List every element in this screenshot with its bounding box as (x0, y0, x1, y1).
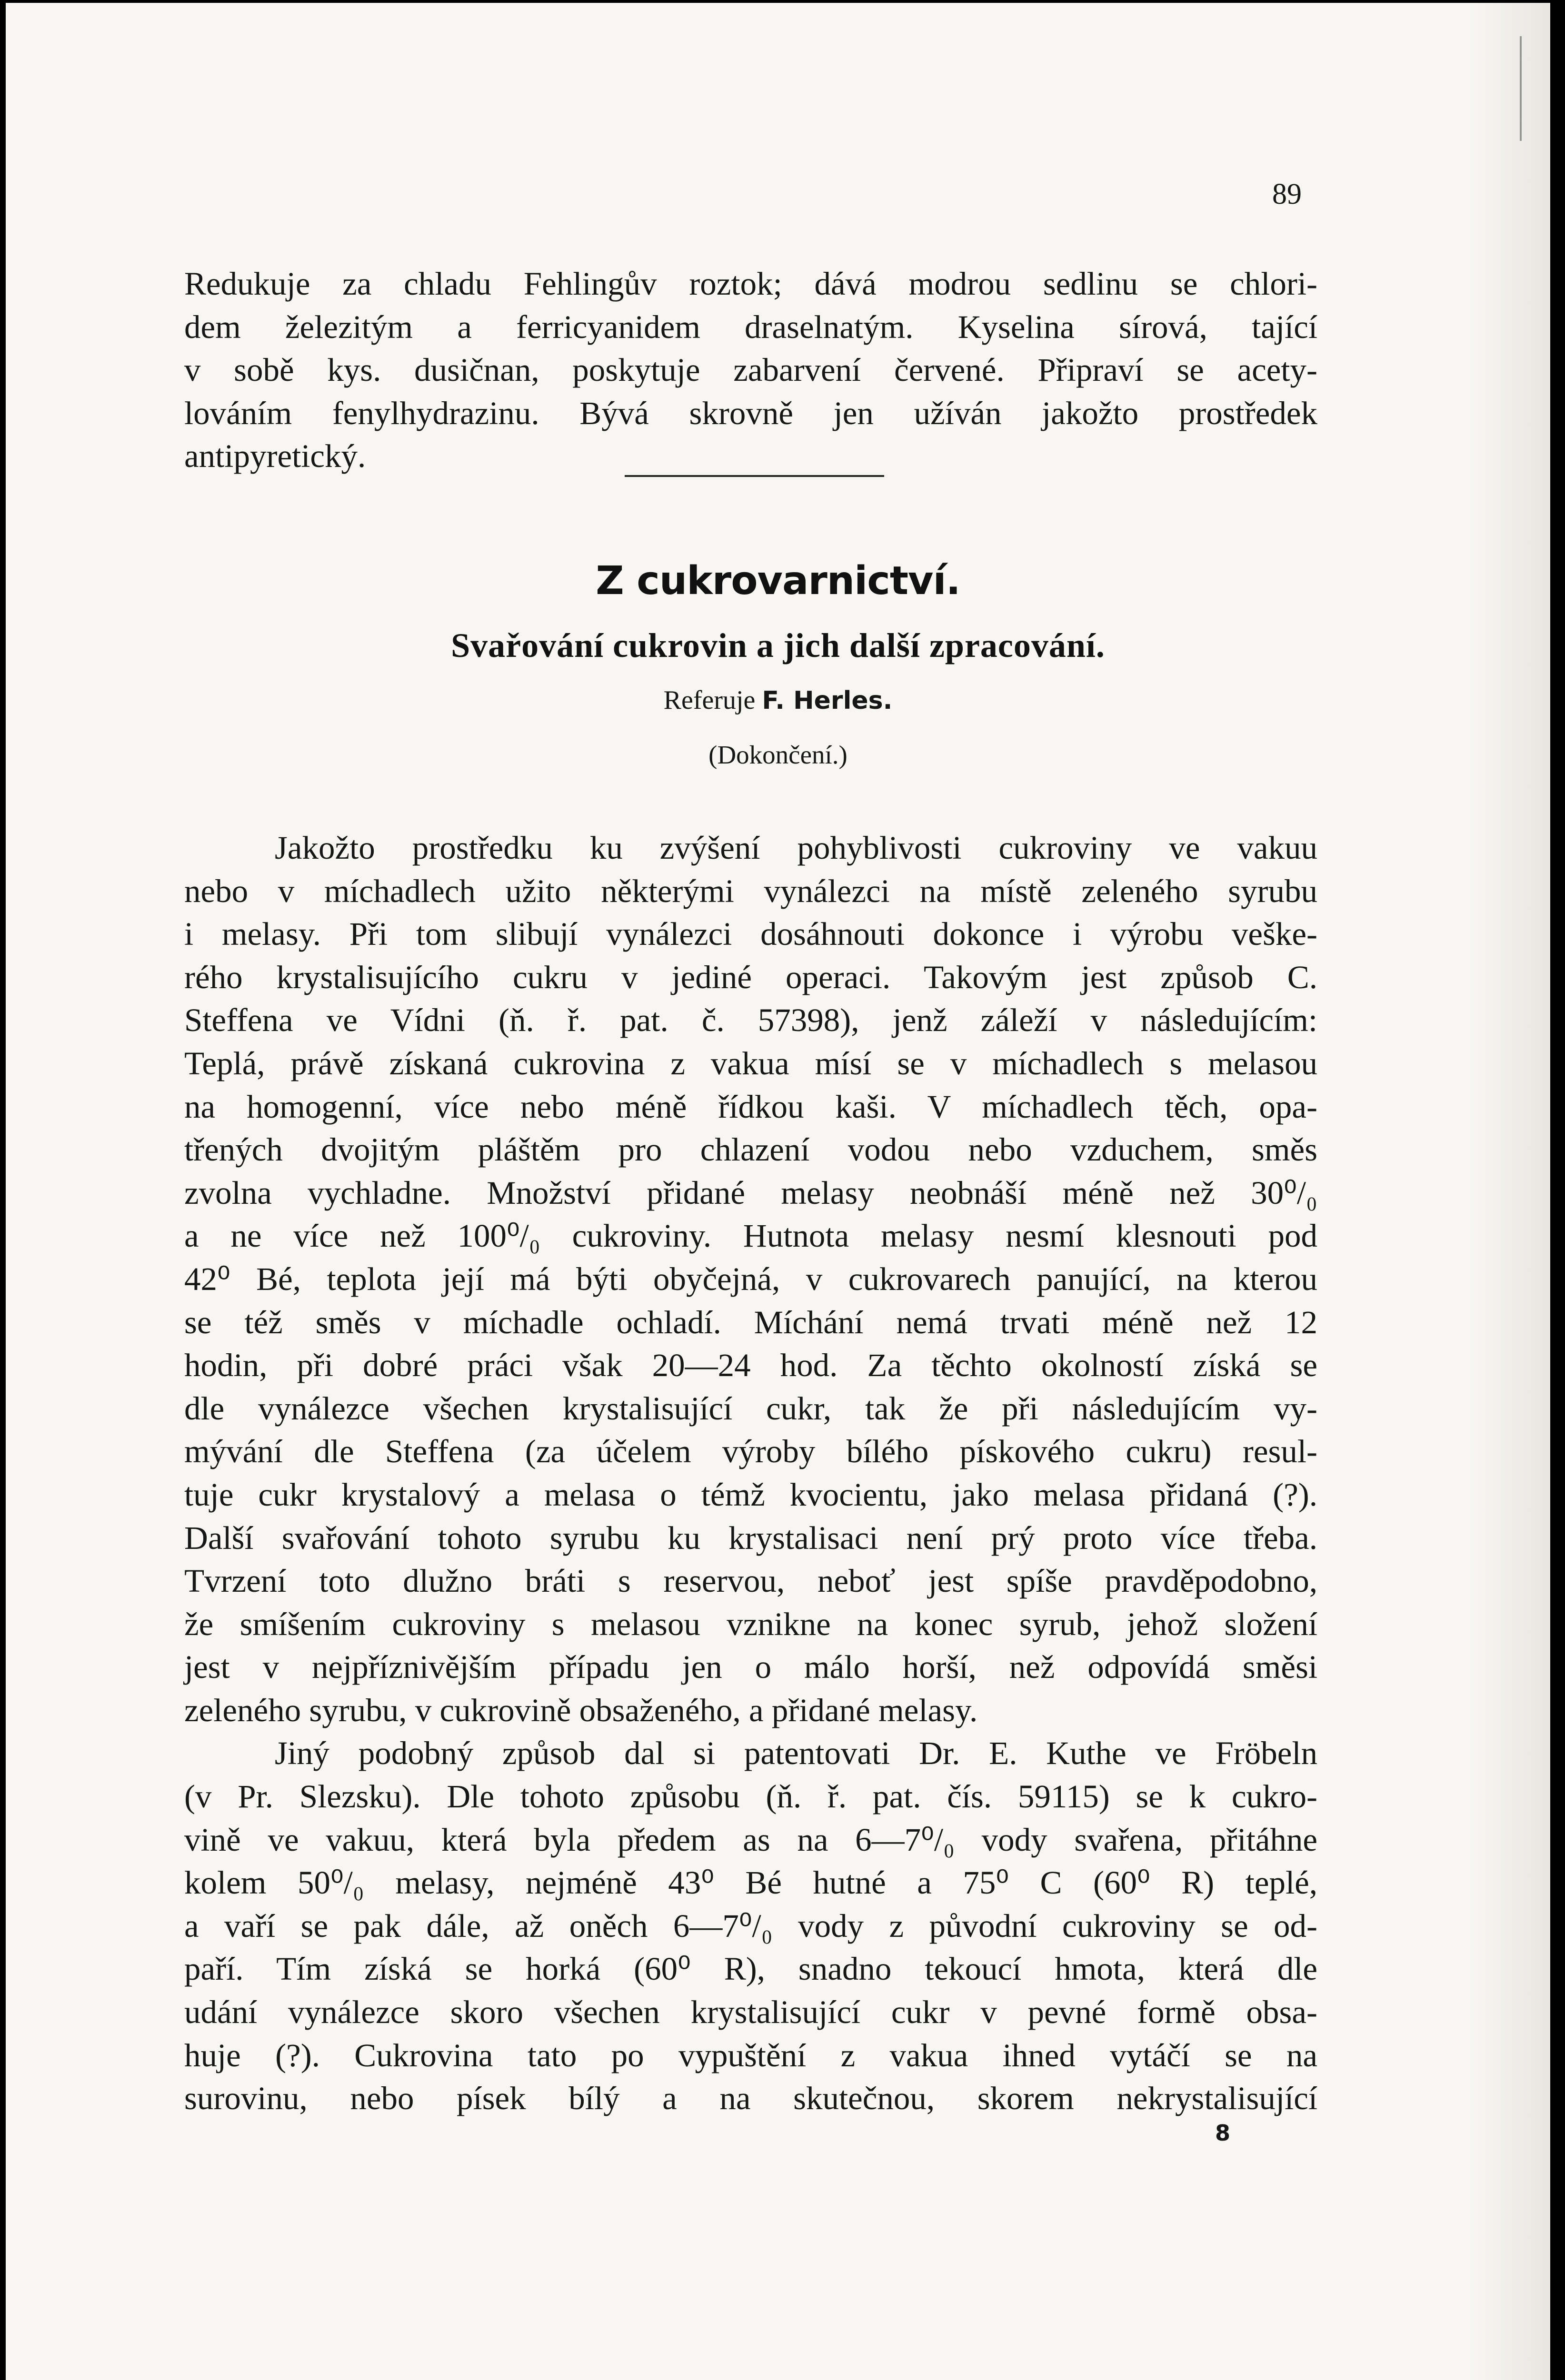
text-line: kolem 50⁰/₀ melasy, nejméně 43⁰ Bé hutné a 75⁰ C (60⁰ R) teplé, (184, 1864, 1317, 1901)
article-body (184, 826, 1317, 2120)
text-line: se též směs v míchadle ochladí. Míchání nemá trvati méně než 12 (184, 1304, 1317, 1340)
section-divider (625, 475, 884, 477)
text-line: lováním fenylhydrazinu. Bývá skrovně jen užíván jakožto prostředek (184, 395, 1317, 431)
continuation-note: (Dokončení.) (708, 740, 847, 769)
section-title: Z cukrovarnictví. (596, 558, 960, 604)
text-line: huje (?). Cukrovina tato po vypuštění z vakua ihned vytáčí se na (184, 2037, 1317, 2073)
text-line: zvolna vychladne. Množství přidané melasy neobnáší méně než 30⁰/₀ (184, 1174, 1317, 1211)
text-line: mývání dle Steffena (za účelem výroby bílého pískového cukru) resul- (184, 1433, 1317, 1470)
page-number: 89 (1272, 178, 1302, 210)
byline-author: F. Herles. (762, 686, 893, 715)
text-line: Jiný podobný způsob dal si patentovati Dr. E. Kuthe ve Fröbeln (275, 1735, 1317, 1772)
intro-paragraph (184, 262, 1317, 478)
text-line: zeleného syrubu, v cukrovině obsaženého, a přidané melasy. (184, 1692, 978, 1728)
text-line: 42⁰ Bé, teplota její má býti obyčejná, v cukrovarech panující, na kterou (184, 1260, 1317, 1297)
text-line: surovinu, nebo písek bílý a na skutečnou, skorem nekrystalisující (184, 2080, 1317, 2117)
text-line: jest v nejpříznivějším případu jen o málo horší, než odpovídá směsi (184, 1649, 1317, 1686)
text-line: na homogenní, více nebo méně řídkou kaši. V míchadlech těch, opa- (184, 1088, 1317, 1125)
text-line: že smíšením cukroviny s melasou vznikne na konec syrub, jehož složení (184, 1606, 1317, 1642)
text-line: dle vynálezce všechen krystalisující cukr, tak že při následujícím vy- (184, 1390, 1317, 1427)
text-line: Další svařování tohoto syrubu ku krystalisaci není prý proto více třeba. (184, 1519, 1317, 1556)
page-edge-shadow (1469, 3, 1550, 2380)
text-line: a ne více než 100⁰/₀ cukroviny. Hutnota melasy nesmí klesnouti pod (184, 1218, 1317, 1254)
text-line: Teplá, právě získaná cukrovina z vakua mísí se v míchadlech s melasou (184, 1045, 1317, 1081)
text-line: vině ve vakuu, která byla předem as na 6—7⁰/₀ vody svařena, přitáhne (184, 1821, 1317, 1858)
signature-mark: 8 (1215, 2120, 1231, 2146)
text-line: paří. Tím získá se horká (60⁰ R), snadno tekoucí hmota, která dle (184, 1951, 1317, 1987)
text-line: tuje cukr krystalový a melasa o témž kvocientu, jako melasa přidaná (?). (184, 1476, 1317, 1513)
text-line: udání vynálezce skoro všechen krystalisující cukr v pevné formě obsa- (184, 1994, 1317, 2031)
text-line: Redukuje za chladu Fehlingův roztok; dává modrou sedlinu se chlori- (184, 266, 1317, 302)
text-line: Steffena ve Vídni (ň. ř. pat. č. 57398), jenž záleží v následujícím: (184, 1002, 1317, 1039)
text-line: Tvrzení toto dlužno bráti s reservou, neboť jest spíše pravděpodobno, (184, 1563, 1317, 1599)
document-page (6, 3, 1550, 2380)
article-subtitle: Svařování cukrovin a jich další zpracování. (451, 626, 1105, 664)
binding-mark (1520, 36, 1522, 141)
text-line: třených dvojitým pláštěm pro chlazení vodou nebo vzduchem, směs (184, 1131, 1317, 1168)
text-line: dem železitým a ferricyanidem draselnatým. Kyselina sírová, tající (184, 308, 1317, 345)
text-line: hodin, při dobré práci však 20—24 hod. Za těchto okolností získá se (184, 1347, 1317, 1384)
text-line: i melasy. Při tom slibují vynálezci dosáhnouti dokonce i výrobu veške- (184, 916, 1317, 952)
text-line: rého krystalisujícího cukru v jediné operaci. Takovým jest způsob C. (184, 959, 1317, 995)
byline (6, 684, 1550, 717)
text-line: antipyretický. (184, 438, 366, 475)
text-line: Jakožto prostředku ku zvýšení pohyblivosti cukroviny ve vakuu (275, 830, 1317, 866)
text-line: nebo v míchadlech užito některými vynálezci na místě zeleného syrubu (184, 873, 1317, 909)
text-line: (v Pr. Slezsku). Dle tohoto způsobu (ň. ř. pat. čís. 59115) se k cukro- (184, 1778, 1317, 1815)
text-line: a vaří se pak dále, až oněch 6—7⁰/₀ vody z původní cukroviny se od- (184, 1907, 1317, 1944)
text-line: v sobě kys. dusičnan, poskytuje zabarvení červené. Připraví se acety- (184, 352, 1317, 388)
byline-label: Referuje (663, 685, 756, 715)
